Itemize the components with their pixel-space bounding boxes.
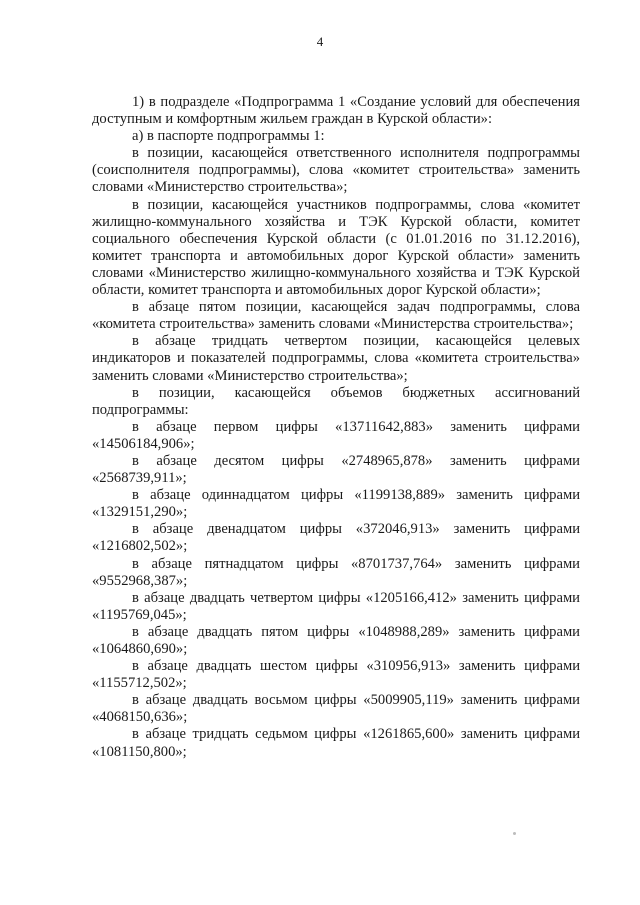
scan-artifact	[513, 832, 516, 835]
tasks-paragraph: в абзаце пятом позиции, касающейся задач подпрограммы, слова «комитета строительства» заменить словами «Министерства строительства»;	[92, 299, 580, 333]
amendment-paragraph: в абзаце пятнадцатом цифры «8701737,764» заменить цифрами «9552968,387»;	[92, 555, 580, 589]
amendment-paragraph: в абзаце двадцать пятом цифры «1048988,289» заменить цифрами «1064860,690»;	[92, 623, 580, 657]
document-body	[92, 94, 580, 761]
amendment-paragraph: в абзаце двадцать четвертом цифры «1205166,412» заменить цифрами «1195769,045»;	[92, 589, 580, 623]
amendment-paragraph: в абзаце одиннадцатом цифры «1199138,889» заменить цифрами «1329151,290»;	[92, 487, 580, 521]
subsection-a-paragraph: а) в паспорте подпрограммы 1:	[132, 128, 325, 145]
amendment-paragraph: в абзаце двадцать шестом цифры «310956,913» заменить цифрами «1155712,502»;	[92, 658, 580, 692]
budget-intro-paragraph: в позиции, касающейся объемов бюджетных ассигнований подпрограммы:	[92, 384, 580, 418]
indicators-paragraph: в абзаце тридцать четвертом позиции, касающейся целевых индикаторов и показателей подпрограммы, слова «комитета строительства» заменить словами «Министерство строительства»;	[92, 333, 580, 384]
amendment-paragraph: в абзаце двенадцатом цифры «372046,913» заменить цифрами «1216802,502»;	[92, 521, 580, 555]
amendment-paragraph: в абзаце десятом цифры «2748965,878» заменить цифрами «2568739,911»;	[92, 452, 580, 487]
amendment-paragraph: в абзаце тридцать седьмом цифры «1261865,600» заменить цифрами «1081150,800»;	[92, 726, 580, 760]
section-heading-paragraph: 1) в подразделе «Подпрограмма 1 «Создание условий для обеспечения доступным и комфортным жильем граждан в Курской области»:	[92, 94, 580, 128]
amendment-paragraph: в абзаце двадцать восьмом цифры «5009905,119» заменить цифрами «4068150,636»;	[92, 692, 580, 726]
page-number: 4	[316, 34, 324, 49]
participants-paragraph: в позиции, касающейся участников подпрограммы, слова «комитет жилищно-коммунального хозяйства и ТЭК Курской области, комитет социального обеспечения Курской области (с 01.01.2016 по 31.12.2016), комитет транспорта и автомобильных дорог Курской области» заменить словами «Министерство жилищно-коммунального хозяйства и ТЭК Курской области, комитет транспорта и автомобильных дорог Курской области»;	[92, 196, 580, 299]
responsible-executor-paragraph: в позиции, касающейся ответственного исполнителя подпрограммы (соисполнителя подпрограммы), слова «комитет строительства» заменить словами «Министерство строительства»;	[92, 145, 580, 196]
amendment-paragraph: в абзаце первом цифры «13711642,883» заменить цифрами «14506184,906»;	[92, 418, 580, 452]
